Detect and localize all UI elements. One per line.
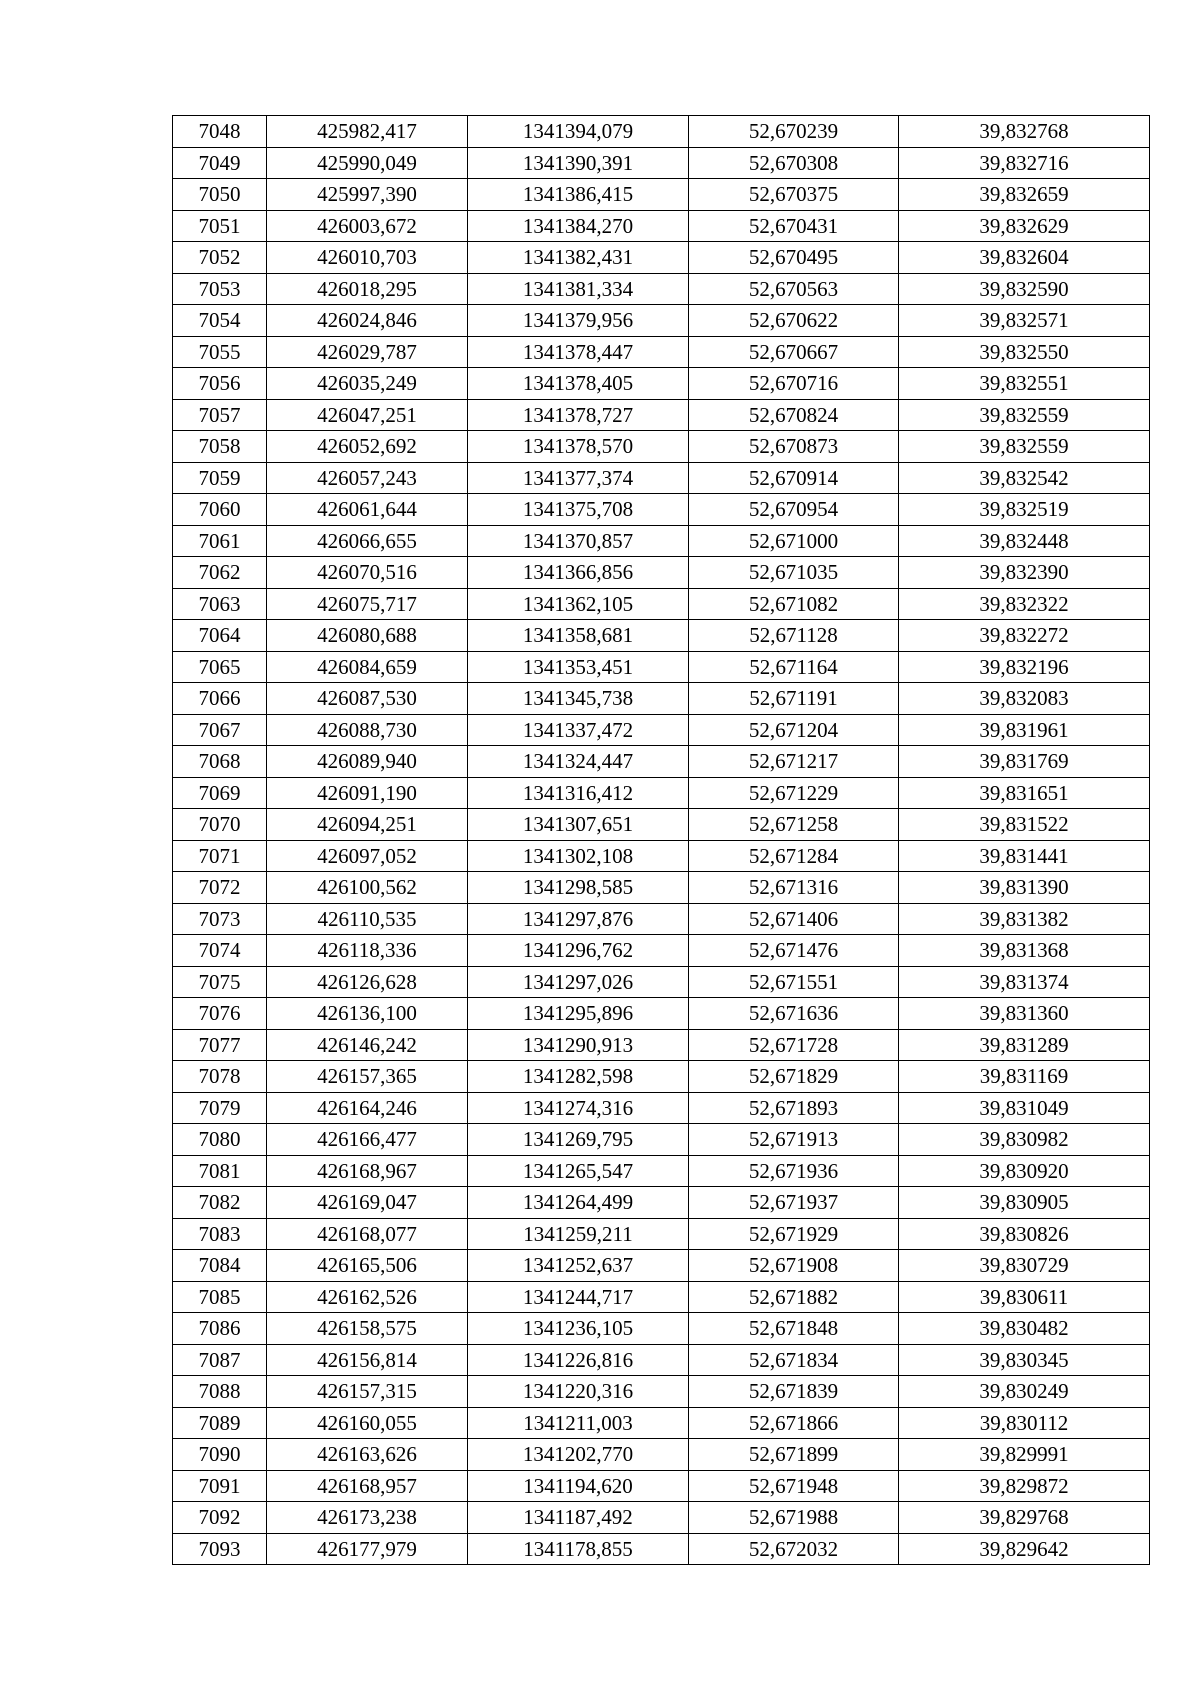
table-row (173, 368, 1150, 400)
y-coordinate-cell: 1341394,079 (468, 116, 689, 148)
latitude-cell: 52,671899 (689, 1439, 899, 1471)
longitude-cell: 39,832604 (899, 242, 1150, 274)
table-row (173, 1439, 1150, 1471)
x-coordinate-cell: 426057,243 (267, 462, 468, 494)
x-coordinate-cell: 426024,846 (267, 305, 468, 337)
point-number-cell: 7080 (173, 1124, 267, 1156)
table-row (173, 399, 1150, 431)
y-coordinate-cell: 1341370,857 (468, 525, 689, 557)
latitude-cell: 52,671191 (689, 683, 899, 715)
x-coordinate-cell: 425990,049 (267, 147, 468, 179)
point-number-cell: 7076 (173, 998, 267, 1030)
longitude-cell: 39,831961 (899, 714, 1150, 746)
longitude-cell: 39,832559 (899, 399, 1150, 431)
y-coordinate-cell: 1341282,598 (468, 1061, 689, 1093)
point-number-cell: 7072 (173, 872, 267, 904)
longitude-cell: 39,831769 (899, 746, 1150, 778)
y-coordinate-cell: 1341290,913 (468, 1029, 689, 1061)
table-row (173, 557, 1150, 589)
x-coordinate-cell: 425997,390 (267, 179, 468, 211)
longitude-cell: 39,832629 (899, 210, 1150, 242)
x-coordinate-cell: 426084,659 (267, 651, 468, 683)
latitude-cell: 52,671948 (689, 1470, 899, 1502)
x-coordinate-cell: 426162,526 (267, 1281, 468, 1313)
longitude-cell: 39,832768 (899, 116, 1150, 148)
latitude-cell: 52,671929 (689, 1218, 899, 1250)
longitude-cell: 39,831522 (899, 809, 1150, 841)
y-coordinate-cell: 1341211,003 (468, 1407, 689, 1439)
longitude-cell: 39,830905 (899, 1187, 1150, 1219)
point-number-cell: 7091 (173, 1470, 267, 1502)
x-coordinate-cell: 426165,506 (267, 1250, 468, 1282)
x-coordinate-cell: 426100,562 (267, 872, 468, 904)
latitude-cell: 52,671937 (689, 1187, 899, 1219)
x-coordinate-cell: 426173,238 (267, 1502, 468, 1534)
point-number-cell: 7070 (173, 809, 267, 841)
point-number-cell: 7048 (173, 116, 267, 148)
table-row (173, 588, 1150, 620)
longitude-cell: 39,830920 (899, 1155, 1150, 1187)
point-number-cell: 7078 (173, 1061, 267, 1093)
x-coordinate-cell: 426035,249 (267, 368, 468, 400)
table-row (173, 809, 1150, 841)
table-row (173, 1313, 1150, 1345)
y-coordinate-cell: 1341297,026 (468, 966, 689, 998)
point-number-cell: 7066 (173, 683, 267, 715)
longitude-cell: 39,832519 (899, 494, 1150, 526)
point-number-cell: 7071 (173, 840, 267, 872)
point-number-cell: 7062 (173, 557, 267, 589)
y-coordinate-cell: 1341297,876 (468, 903, 689, 935)
point-number-cell: 7053 (173, 273, 267, 305)
y-coordinate-cell: 1341362,105 (468, 588, 689, 620)
table-row (173, 1155, 1150, 1187)
latitude-cell: 52,671936 (689, 1155, 899, 1187)
point-number-cell: 7089 (173, 1407, 267, 1439)
table-row (173, 116, 1150, 148)
longitude-cell: 39,830611 (899, 1281, 1150, 1313)
longitude-cell: 39,830482 (899, 1313, 1150, 1345)
longitude-cell: 39,831382 (899, 903, 1150, 935)
table-row (173, 1533, 1150, 1565)
table-row (173, 903, 1150, 935)
table-row (173, 1218, 1150, 1250)
table-row (173, 494, 1150, 526)
y-coordinate-cell: 1341379,956 (468, 305, 689, 337)
latitude-cell: 52,671164 (689, 651, 899, 683)
latitude-cell: 52,671829 (689, 1061, 899, 1093)
x-coordinate-cell: 426018,295 (267, 273, 468, 305)
longitude-cell: 39,831368 (899, 935, 1150, 967)
point-number-cell: 7054 (173, 305, 267, 337)
latitude-cell: 52,670954 (689, 494, 899, 526)
y-coordinate-cell: 1341345,738 (468, 683, 689, 715)
latitude-cell: 52,670375 (689, 179, 899, 211)
point-number-cell: 7081 (173, 1155, 267, 1187)
table-row (173, 1250, 1150, 1282)
y-coordinate-cell: 1341384,270 (468, 210, 689, 242)
latitude-cell: 52,671128 (689, 620, 899, 652)
longitude-cell: 39,831169 (899, 1061, 1150, 1093)
x-coordinate-cell: 426029,787 (267, 336, 468, 368)
point-number-cell: 7060 (173, 494, 267, 526)
y-coordinate-cell: 1341307,651 (468, 809, 689, 841)
x-coordinate-cell: 426168,967 (267, 1155, 468, 1187)
latitude-cell: 52,671882 (689, 1281, 899, 1313)
y-coordinate-cell: 1341390,391 (468, 147, 689, 179)
table-row (173, 1029, 1150, 1061)
table-row (173, 935, 1150, 967)
x-coordinate-cell: 426089,940 (267, 746, 468, 778)
longitude-cell: 39,832716 (899, 147, 1150, 179)
longitude-cell: 39,832196 (899, 651, 1150, 683)
y-coordinate-cell: 1341265,547 (468, 1155, 689, 1187)
point-number-cell: 7073 (173, 903, 267, 935)
latitude-cell: 52,671204 (689, 714, 899, 746)
x-coordinate-cell: 426156,814 (267, 1344, 468, 1376)
longitude-cell: 39,832083 (899, 683, 1150, 715)
y-coordinate-cell: 1341378,727 (468, 399, 689, 431)
longitude-cell: 39,831390 (899, 872, 1150, 904)
longitude-cell: 39,832322 (899, 588, 1150, 620)
longitude-cell: 39,831289 (899, 1029, 1150, 1061)
y-coordinate-cell: 1341378,570 (468, 431, 689, 463)
point-number-cell: 7056 (173, 368, 267, 400)
y-coordinate-cell: 1341302,108 (468, 840, 689, 872)
longitude-cell: 39,832390 (899, 557, 1150, 589)
latitude-cell: 52,671908 (689, 1250, 899, 1282)
table-row (173, 683, 1150, 715)
y-coordinate-cell: 1341269,795 (468, 1124, 689, 1156)
point-number-cell: 7082 (173, 1187, 267, 1219)
latitude-cell: 52,671217 (689, 746, 899, 778)
latitude-cell: 52,671866 (689, 1407, 899, 1439)
x-coordinate-cell: 426087,530 (267, 683, 468, 715)
latitude-cell: 52,670914 (689, 462, 899, 494)
point-number-cell: 7086 (173, 1313, 267, 1345)
latitude-cell: 52,671636 (689, 998, 899, 1030)
y-coordinate-cell: 1341220,316 (468, 1376, 689, 1408)
longitude-cell: 39,830249 (899, 1376, 1150, 1408)
x-coordinate-cell: 426091,190 (267, 777, 468, 809)
x-coordinate-cell: 426047,251 (267, 399, 468, 431)
latitude-cell: 52,671551 (689, 966, 899, 998)
table-row (173, 651, 1150, 683)
latitude-cell: 52,671834 (689, 1344, 899, 1376)
point-number-cell: 7052 (173, 242, 267, 274)
latitude-cell: 52,671913 (689, 1124, 899, 1156)
y-coordinate-cell: 1341358,681 (468, 620, 689, 652)
latitude-cell: 52,670431 (689, 210, 899, 242)
table-row (173, 998, 1150, 1030)
longitude-cell: 39,832590 (899, 273, 1150, 305)
latitude-cell: 52,671848 (689, 1313, 899, 1345)
y-coordinate-cell: 1341298,585 (468, 872, 689, 904)
longitude-cell: 39,832551 (899, 368, 1150, 400)
table-row (173, 431, 1150, 463)
x-coordinate-cell: 426157,315 (267, 1376, 468, 1408)
x-coordinate-cell: 426097,052 (267, 840, 468, 872)
latitude-cell: 52,670873 (689, 431, 899, 463)
point-number-cell: 7064 (173, 620, 267, 652)
table-row (173, 620, 1150, 652)
table-row (173, 1376, 1150, 1408)
longitude-cell: 39,832659 (899, 179, 1150, 211)
table-row (173, 1502, 1150, 1534)
longitude-cell: 39,832542 (899, 462, 1150, 494)
x-coordinate-cell: 426088,730 (267, 714, 468, 746)
point-number-cell: 7092 (173, 1502, 267, 1534)
latitude-cell: 52,671728 (689, 1029, 899, 1061)
x-coordinate-cell: 426158,575 (267, 1313, 468, 1345)
table-row (173, 714, 1150, 746)
longitude-cell: 39,832448 (899, 525, 1150, 557)
point-number-cell: 7068 (173, 746, 267, 778)
latitude-cell: 52,671893 (689, 1092, 899, 1124)
point-number-cell: 7049 (173, 147, 267, 179)
y-coordinate-cell: 1341202,770 (468, 1439, 689, 1471)
point-number-cell: 7059 (173, 462, 267, 494)
longitude-cell: 39,832550 (899, 336, 1150, 368)
latitude-cell: 52,670495 (689, 242, 899, 274)
latitude-cell: 52,670239 (689, 116, 899, 148)
x-coordinate-cell: 426061,644 (267, 494, 468, 526)
x-coordinate-cell: 426168,957 (267, 1470, 468, 1502)
point-number-cell: 7061 (173, 525, 267, 557)
y-coordinate-cell: 1341236,105 (468, 1313, 689, 1345)
x-coordinate-cell: 426110,535 (267, 903, 468, 935)
y-coordinate-cell: 1341366,856 (468, 557, 689, 589)
table-row (173, 305, 1150, 337)
y-coordinate-cell: 1341264,499 (468, 1187, 689, 1219)
x-coordinate-cell: 425982,417 (267, 116, 468, 148)
longitude-cell: 39,830112 (899, 1407, 1150, 1439)
point-number-cell: 7057 (173, 399, 267, 431)
table-row (173, 1061, 1150, 1093)
y-coordinate-cell: 1341274,316 (468, 1092, 689, 1124)
latitude-cell: 52,671839 (689, 1376, 899, 1408)
point-number-cell: 7063 (173, 588, 267, 620)
table-row (173, 746, 1150, 778)
longitude-cell: 39,829768 (899, 1502, 1150, 1534)
x-coordinate-cell: 426126,628 (267, 966, 468, 998)
y-coordinate-cell: 1341375,708 (468, 494, 689, 526)
point-number-cell: 7055 (173, 336, 267, 368)
table-row (173, 1407, 1150, 1439)
point-number-cell: 7074 (173, 935, 267, 967)
table-row (173, 1470, 1150, 1502)
table-row (173, 147, 1150, 179)
x-coordinate-cell: 426010,703 (267, 242, 468, 274)
longitude-cell: 39,831651 (899, 777, 1150, 809)
longitude-cell: 39,832559 (899, 431, 1150, 463)
x-coordinate-cell: 426094,251 (267, 809, 468, 841)
table-row (173, 242, 1150, 274)
longitude-cell: 39,830345 (899, 1344, 1150, 1376)
table-row (173, 966, 1150, 998)
x-coordinate-cell: 426177,979 (267, 1533, 468, 1565)
x-coordinate-cell: 426003,672 (267, 210, 468, 242)
latitude-cell: 52,671229 (689, 777, 899, 809)
point-number-cell: 7090 (173, 1439, 267, 1471)
longitude-cell: 39,831049 (899, 1092, 1150, 1124)
x-coordinate-cell: 426166,477 (267, 1124, 468, 1156)
point-number-cell: 7084 (173, 1250, 267, 1282)
table-row (173, 210, 1150, 242)
x-coordinate-cell: 426164,246 (267, 1092, 468, 1124)
x-coordinate-cell: 426157,365 (267, 1061, 468, 1093)
longitude-cell: 39,829642 (899, 1533, 1150, 1565)
point-number-cell: 7079 (173, 1092, 267, 1124)
latitude-cell: 52,671406 (689, 903, 899, 935)
longitude-cell: 39,830982 (899, 1124, 1150, 1156)
x-coordinate-cell: 426160,055 (267, 1407, 468, 1439)
latitude-cell: 52,670716 (689, 368, 899, 400)
table-row (173, 179, 1150, 211)
point-number-cell: 7058 (173, 431, 267, 463)
y-coordinate-cell: 1341187,492 (468, 1502, 689, 1534)
latitude-cell: 52,670824 (689, 399, 899, 431)
y-coordinate-cell: 1341244,717 (468, 1281, 689, 1313)
x-coordinate-cell: 426075,717 (267, 588, 468, 620)
point-number-cell: 7088 (173, 1376, 267, 1408)
point-number-cell: 7077 (173, 1029, 267, 1061)
y-coordinate-cell: 1341337,472 (468, 714, 689, 746)
point-number-cell: 7069 (173, 777, 267, 809)
point-number-cell: 7067 (173, 714, 267, 746)
y-coordinate-cell: 1341178,855 (468, 1533, 689, 1565)
table-row (173, 1344, 1150, 1376)
x-coordinate-cell: 426169,047 (267, 1187, 468, 1219)
table-row (173, 777, 1150, 809)
point-number-cell: 7050 (173, 179, 267, 211)
y-coordinate-cell: 1341378,405 (468, 368, 689, 400)
longitude-cell: 39,831360 (899, 998, 1150, 1030)
coordinates-table (172, 115, 1150, 1565)
table-row (173, 525, 1150, 557)
table-row (173, 1124, 1150, 1156)
latitude-cell: 52,671988 (689, 1502, 899, 1534)
y-coordinate-cell: 1341296,762 (468, 935, 689, 967)
latitude-cell: 52,671258 (689, 809, 899, 841)
table-row (173, 1281, 1150, 1313)
point-number-cell: 7075 (173, 966, 267, 998)
y-coordinate-cell: 1341381,334 (468, 273, 689, 305)
point-number-cell: 7083 (173, 1218, 267, 1250)
x-coordinate-cell: 426163,626 (267, 1439, 468, 1471)
latitude-cell: 52,670308 (689, 147, 899, 179)
x-coordinate-cell: 426146,242 (267, 1029, 468, 1061)
longitude-cell: 39,831374 (899, 966, 1150, 998)
table-row (173, 872, 1150, 904)
latitude-cell: 52,671476 (689, 935, 899, 967)
longitude-cell: 39,832272 (899, 620, 1150, 652)
x-coordinate-cell: 426080,688 (267, 620, 468, 652)
y-coordinate-cell: 1341295,896 (468, 998, 689, 1030)
longitude-cell: 39,830826 (899, 1218, 1150, 1250)
point-number-cell: 7087 (173, 1344, 267, 1376)
y-coordinate-cell: 1341226,816 (468, 1344, 689, 1376)
x-coordinate-cell: 426070,516 (267, 557, 468, 589)
latitude-cell: 52,671316 (689, 872, 899, 904)
x-coordinate-cell: 426118,336 (267, 935, 468, 967)
point-number-cell: 7051 (173, 210, 267, 242)
coordinates-table-body (173, 116, 1150, 1565)
y-coordinate-cell: 1341324,447 (468, 746, 689, 778)
point-number-cell: 7093 (173, 1533, 267, 1565)
latitude-cell: 52,672032 (689, 1533, 899, 1565)
x-coordinate-cell: 426052,692 (267, 431, 468, 463)
latitude-cell: 52,670667 (689, 336, 899, 368)
table-row (173, 840, 1150, 872)
y-coordinate-cell: 1341353,451 (468, 651, 689, 683)
y-coordinate-cell: 1341316,412 (468, 777, 689, 809)
longitude-cell: 39,829872 (899, 1470, 1150, 1502)
y-coordinate-cell: 1341378,447 (468, 336, 689, 368)
x-coordinate-cell: 426136,100 (267, 998, 468, 1030)
longitude-cell: 39,831441 (899, 840, 1150, 872)
point-number-cell: 7065 (173, 651, 267, 683)
y-coordinate-cell: 1341252,637 (468, 1250, 689, 1282)
table-row (173, 462, 1150, 494)
table-row (173, 273, 1150, 305)
y-coordinate-cell: 1341259,211 (468, 1218, 689, 1250)
x-coordinate-cell: 426168,077 (267, 1218, 468, 1250)
latitude-cell: 52,671035 (689, 557, 899, 589)
y-coordinate-cell: 1341382,431 (468, 242, 689, 274)
y-coordinate-cell: 1341194,620 (468, 1470, 689, 1502)
table-row (173, 336, 1150, 368)
longitude-cell: 39,832571 (899, 305, 1150, 337)
y-coordinate-cell: 1341377,374 (468, 462, 689, 494)
latitude-cell: 52,671000 (689, 525, 899, 557)
latitude-cell: 52,671082 (689, 588, 899, 620)
latitude-cell: 52,671284 (689, 840, 899, 872)
latitude-cell: 52,670563 (689, 273, 899, 305)
longitude-cell: 39,830729 (899, 1250, 1150, 1282)
table-row (173, 1187, 1150, 1219)
latitude-cell: 52,670622 (689, 305, 899, 337)
longitude-cell: 39,829991 (899, 1439, 1150, 1471)
x-coordinate-cell: 426066,655 (267, 525, 468, 557)
table-row (173, 1092, 1150, 1124)
point-number-cell: 7085 (173, 1281, 267, 1313)
y-coordinate-cell: 1341386,415 (468, 179, 689, 211)
